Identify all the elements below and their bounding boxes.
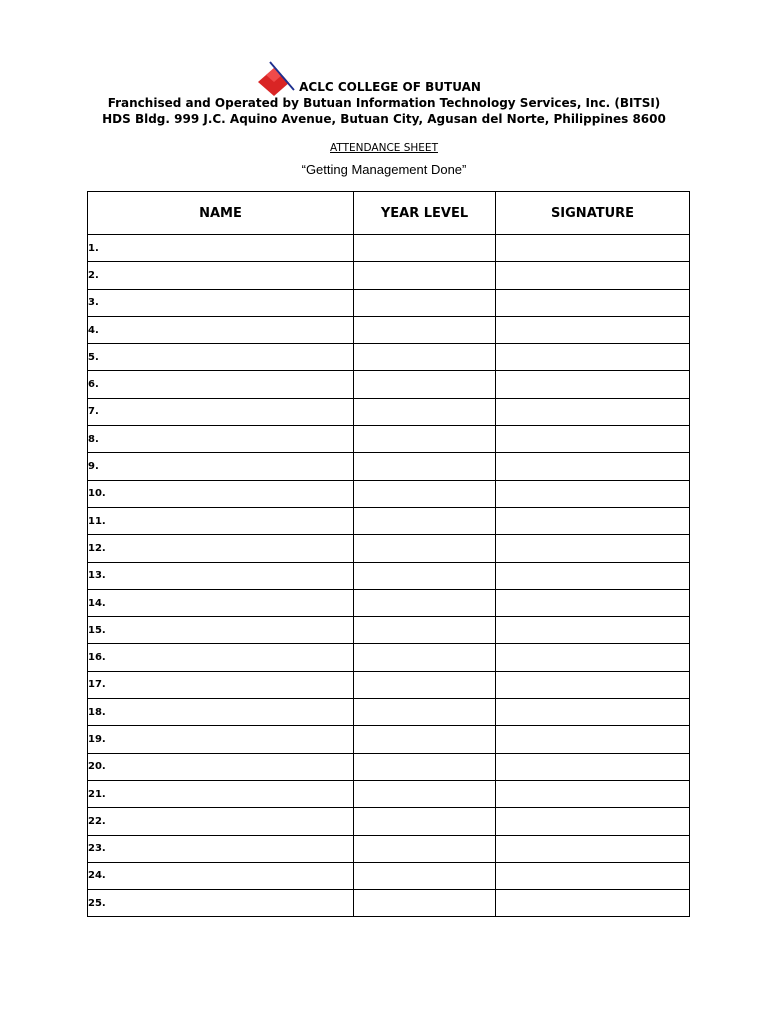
row-number-cell[interactable]: 16.	[88, 644, 354, 671]
year-level-cell[interactable]	[354, 398, 496, 425]
table-row	[88, 507, 690, 534]
row-number-cell[interactable]: 13.	[88, 562, 354, 589]
operator-line: Franchised and Operated by Butuan Information Technology Services, Inc. (BITSI)	[107, 96, 661, 110]
event-topic: “Getting Management Done”	[301, 162, 467, 177]
table-row	[88, 780, 690, 807]
row-number-cell[interactable]: 9.	[88, 453, 354, 480]
table-row	[88, 589, 690, 616]
signature-cell[interactable]	[496, 535, 690, 562]
year-level-cell[interactable]	[354, 753, 496, 780]
row-number-cell[interactable]: 17.	[88, 671, 354, 698]
year-level-cell[interactable]	[354, 562, 496, 589]
row-number-cell[interactable]: 20.	[88, 753, 354, 780]
row-number-cell[interactable]: 3.	[88, 289, 354, 316]
row-number-cell[interactable]: 15.	[88, 617, 354, 644]
year-level-cell[interactable]	[354, 535, 496, 562]
year-level-cell[interactable]	[354, 644, 496, 671]
table-row	[88, 890, 690, 917]
row-number-cell[interactable]: 18.	[88, 699, 354, 726]
address-line: HDS Bldg. 999 J.C. Aquino Avenue, Butuan City, Agusan del Norte, Philippines 8600	[102, 112, 666, 126]
table-row	[88, 535, 690, 562]
row-number-cell[interactable]: 14.	[88, 589, 354, 616]
sheet-title: ATTENDANCE SHEET	[330, 142, 438, 154]
signature-cell[interactable]	[496, 589, 690, 616]
signature-cell[interactable]	[496, 644, 690, 671]
year-level-cell[interactable]	[354, 453, 496, 480]
year-level-cell[interactable]	[354, 507, 496, 534]
year-level-cell[interactable]	[354, 371, 496, 398]
signature-cell[interactable]	[496, 753, 690, 780]
signature-cell[interactable]	[496, 862, 690, 889]
signature-cell[interactable]	[496, 562, 690, 589]
column-header-year-level: YEAR LEVEL	[354, 192, 496, 235]
table-row	[88, 398, 690, 425]
signature-cell[interactable]	[496, 699, 690, 726]
year-level-cell[interactable]	[354, 726, 496, 753]
table-row	[88, 699, 690, 726]
year-level-cell[interactable]	[354, 699, 496, 726]
year-level-cell[interactable]	[354, 344, 496, 371]
row-number-cell[interactable]: 4.	[88, 316, 354, 343]
signature-cell[interactable]	[496, 726, 690, 753]
year-level-cell[interactable]	[354, 808, 496, 835]
table-row	[88, 562, 690, 589]
row-number-cell[interactable]: 10.	[88, 480, 354, 507]
signature-cell[interactable]	[496, 835, 690, 862]
year-level-cell[interactable]	[354, 316, 496, 343]
row-number-cell[interactable]: 25.	[88, 890, 354, 917]
year-level-cell[interactable]	[354, 890, 496, 917]
signature-cell[interactable]	[496, 507, 690, 534]
row-number-cell[interactable]: 19.	[88, 726, 354, 753]
table-row	[88, 644, 690, 671]
table-row	[88, 344, 690, 371]
table-row	[88, 726, 690, 753]
table-row	[88, 480, 690, 507]
college-name: ACLC COLLEGE OF BUTUAN	[299, 80, 481, 94]
year-level-cell[interactable]	[354, 617, 496, 644]
table-row	[88, 316, 690, 343]
row-number-cell[interactable]: 8.	[88, 426, 354, 453]
row-number-cell[interactable]: 1.	[88, 235, 354, 262]
signature-cell[interactable]	[496, 780, 690, 807]
signature-cell[interactable]	[496, 426, 690, 453]
signature-cell[interactable]	[496, 235, 690, 262]
table-row	[88, 862, 690, 889]
year-level-cell[interactable]	[354, 289, 496, 316]
table-row	[88, 426, 690, 453]
signature-cell[interactable]	[496, 890, 690, 917]
signature-cell[interactable]	[496, 671, 690, 698]
year-level-cell[interactable]	[354, 589, 496, 616]
table-row	[88, 671, 690, 698]
table-row	[88, 371, 690, 398]
row-number-cell[interactable]: 12.	[88, 535, 354, 562]
signature-cell[interactable]	[496, 617, 690, 644]
year-level-cell[interactable]	[354, 671, 496, 698]
year-level-cell[interactable]	[354, 835, 496, 862]
year-level-cell[interactable]	[354, 780, 496, 807]
row-number-cell[interactable]: 24.	[88, 862, 354, 889]
row-number-cell[interactable]: 7.	[88, 398, 354, 425]
year-level-cell[interactable]	[354, 235, 496, 262]
signature-cell[interactable]	[496, 344, 690, 371]
signature-cell[interactable]	[496, 808, 690, 835]
table-row	[88, 753, 690, 780]
signature-cell[interactable]	[496, 316, 690, 343]
signature-cell[interactable]	[496, 480, 690, 507]
signature-cell[interactable]	[496, 289, 690, 316]
year-level-cell[interactable]	[354, 862, 496, 889]
table-row	[88, 289, 690, 316]
table-row	[88, 235, 690, 262]
table-row	[88, 453, 690, 480]
row-number-cell[interactable]: 6.	[88, 371, 354, 398]
table-row	[88, 617, 690, 644]
attendance-table	[87, 191, 690, 917]
signature-cell[interactable]	[496, 453, 690, 480]
signature-cell[interactable]	[496, 371, 690, 398]
table-row	[88, 835, 690, 862]
column-header-signature: SIGNATURE	[496, 192, 690, 235]
year-level-cell[interactable]	[354, 426, 496, 453]
year-level-cell[interactable]	[354, 262, 496, 289]
table-row	[88, 808, 690, 835]
row-number-cell[interactable]: 2.	[88, 262, 354, 289]
row-number-cell[interactable]: 23.	[88, 835, 354, 862]
year-level-cell[interactable]	[354, 480, 496, 507]
row-number-cell[interactable]: 11.	[88, 507, 354, 534]
row-number-cell[interactable]: 5.	[88, 344, 354, 371]
signature-cell[interactable]	[496, 262, 690, 289]
row-number-cell[interactable]: 21.	[88, 780, 354, 807]
column-header-name: NAME	[88, 192, 354, 235]
signature-cell[interactable]	[496, 398, 690, 425]
table-row	[88, 262, 690, 289]
row-number-cell[interactable]: 22.	[88, 808, 354, 835]
table-header-row	[88, 192, 690, 235]
